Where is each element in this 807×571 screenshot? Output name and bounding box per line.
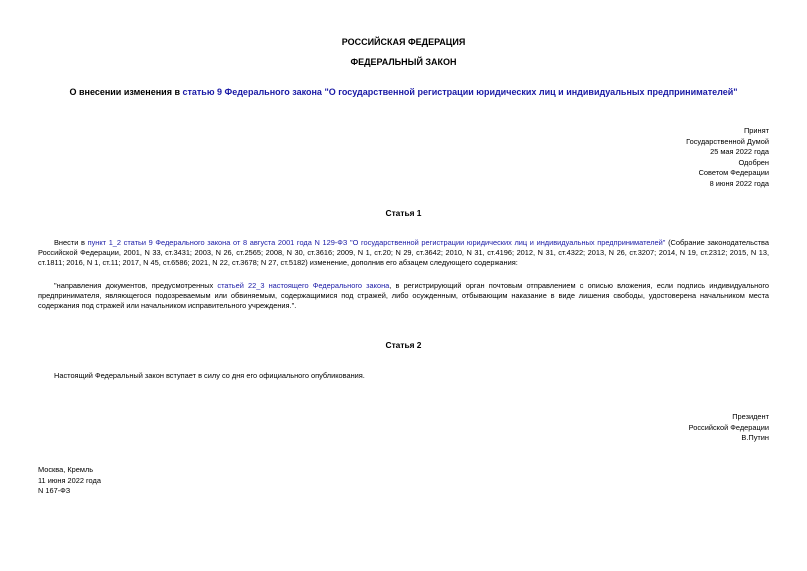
article-1-link-article-22-3[interactable]: статьей 22_3 настоящего Федерального закона bbox=[217, 281, 390, 290]
signature-position-2: Российской Федерации bbox=[688, 422, 769, 432]
article-1-paragraph-1 bbox=[38, 238, 769, 268]
approval-block bbox=[569, 126, 769, 190]
signature-block bbox=[569, 412, 769, 444]
law-title-link[interactable]: статью 9 Федерального закона "О государственной регистрации юридических лиц и индивидуальных предпринимателей" bbox=[182, 87, 738, 97]
article-2-title: Статья 2 bbox=[385, 340, 422, 350]
country-heading: РОССИЙСКАЯ ФЕДЕРАЦИЯ bbox=[341, 37, 466, 47]
signature-name: В.Путин bbox=[741, 433, 769, 443]
approved-label: Одобрен bbox=[738, 157, 769, 167]
article-1-p2-start: "направления документов, предусмотренных bbox=[54, 281, 218, 290]
adopted-label: Принят bbox=[743, 126, 769, 135]
adopted-date: 25 мая 2022 года bbox=[710, 147, 769, 157]
article-1-title: Статья 1 bbox=[385, 208, 422, 218]
law-title bbox=[0, 86, 807, 98]
article-1-p2-end: , в регистрирующий орган почтовым отправлением с описью вложения, если подпись индивидуального предпринимателя, являющегося подозреваемым или обвиняемым, содержащимися под стражей, либо осужденным, отбывающим наказание в виде лишения свободы, удостоверена начальником места содержания под стражей или начальником исправительного учреждения.". bbox=[38, 281, 770, 310]
article-1-p1-end: (Собрание законодательства Российской Федерации, 2001, N 33, ст.3431; 2003, N 26, ст.2565; 2008, N 30, ст.3616; 2009, N 1, ст.20; N 29, ст.3642; 2010, N 31, ст.4196; 2012, N 31, ст.4322; 2013, N 26, ст.3207; 2014, N 19, ст.2312; 2015, N 13, ст.1811; 2016, N 1, ст.11; 2017, N 45, ст.6586; 2021, N 22, ст.3678; N 27, ст.5182) изменение, дополнив его абзацем следующего содержания: bbox=[38, 238, 769, 267]
signature-position-1: Президент bbox=[732, 412, 769, 421]
adopted-by: Государственной Думой bbox=[686, 136, 769, 146]
approved-by: Советом Федерации bbox=[698, 168, 769, 178]
doc-type-heading: ФЕДЕРАЛЬНЫЙ ЗАКОН bbox=[350, 57, 457, 67]
article-1-link-law[interactable]: "О государственной регистрации юридических лиц и индивидуальных предпринимателей" bbox=[350, 238, 666, 247]
article-1-link-point[interactable]: пункт 1_2 статьи 9 Федерального закона от 8 августа 2001 года N 129-ФЗ bbox=[87, 238, 348, 247]
article-2-paragraph: Настоящий Федеральный закон вступает в силу со дня его официального опубликования. bbox=[54, 371, 365, 380]
place-date: 11 июня 2022 года bbox=[38, 475, 101, 485]
approved-date: 8 июня 2022 года bbox=[709, 178, 769, 188]
law-number: N 167-ФЗ bbox=[38, 486, 71, 496]
place-city: Москва, Кремль bbox=[38, 465, 94, 474]
law-title-prefix: О внесении изменения в bbox=[69, 87, 183, 97]
article-1-p1-start: Внести в bbox=[54, 238, 88, 247]
article-1-paragraph-2 bbox=[38, 281, 769, 311]
place-date-block bbox=[38, 465, 101, 497]
